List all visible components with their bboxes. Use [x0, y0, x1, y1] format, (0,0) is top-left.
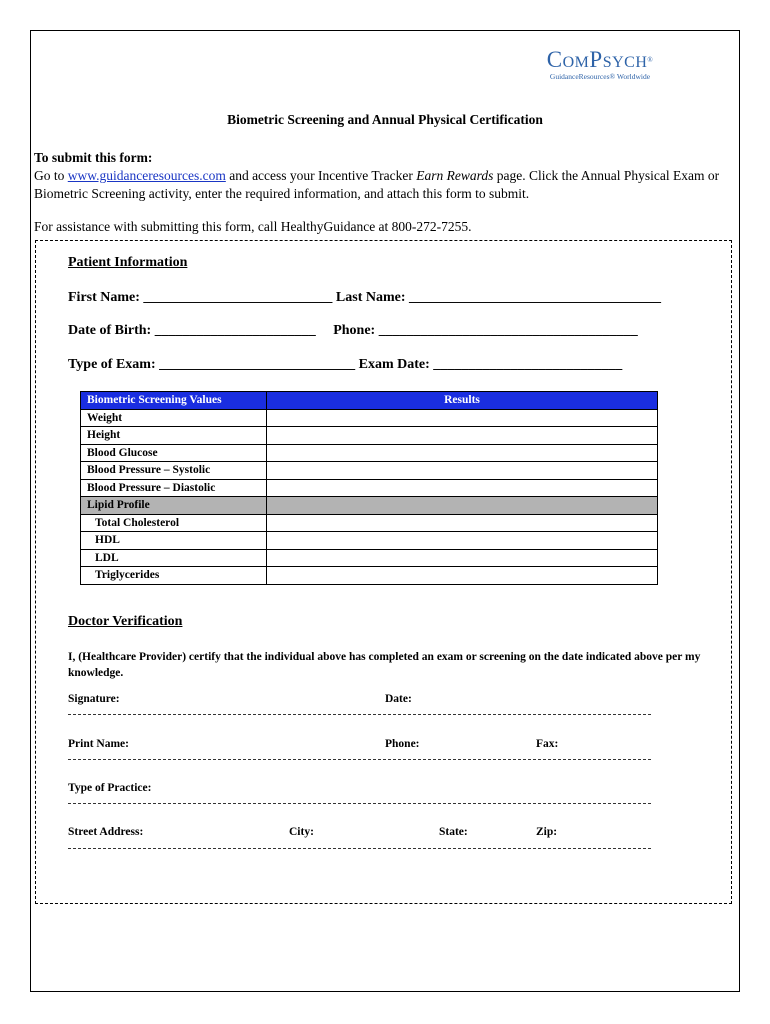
- print-name-label: Print Name:: [68, 738, 129, 750]
- guidance-link[interactable]: www.guidanceresources.com: [67, 168, 226, 183]
- state-label: State:: [439, 826, 468, 838]
- form-title: Biometric Screening and Annual Physical Certification: [227, 112, 543, 127]
- table-row: [81, 444, 658, 462]
- row-label: Blood Pressure – Systolic: [81, 462, 267, 480]
- table-row: [81, 462, 658, 480]
- row-label: Lipid Profile: [81, 497, 267, 515]
- fax-label: Fax:: [536, 738, 559, 750]
- patient-info-heading: Patient Information: [68, 255, 188, 270]
- assistance-text: For assistance with submitting this form, call HealthyGuidance at 800-272-7255.: [34, 219, 472, 234]
- compsych-logo: [520, 48, 680, 81]
- signature-label: Signature:: [68, 693, 120, 705]
- certification-statement: I, (Healthcare Provider) certify that the individual above has completed an exam or screening on the date indicated above per my knowledge.: [68, 651, 701, 679]
- result-cell[interactable]: [267, 444, 658, 462]
- result-cell[interactable]: [267, 549, 658, 567]
- row-label: Total Cholesterol: [81, 514, 267, 532]
- name-fields[interactable]: First Name: ___________________________ Last Name: ____________________________________: [68, 290, 662, 305]
- header-results: Results: [267, 392, 658, 410]
- logo-tagline: GuidanceResources® Worldwide: [549, 72, 651, 81]
- logo-wordmark: ComPsych®: [546, 47, 654, 72]
- row-label: Weight: [81, 409, 267, 427]
- exam-fields[interactable]: Type of Exam: ____________________________ Exam Date: ___________________________: [68, 357, 623, 372]
- signature-line[interactable]: [68, 714, 651, 715]
- row-label: LDL: [81, 549, 267, 567]
- street-label: Street Address:: [68, 826, 144, 838]
- lipid-profile-row: [81, 497, 658, 515]
- instructions-heading: To submit this form:: [34, 150, 153, 165]
- table-row: [81, 427, 658, 445]
- date-label: Date:: [385, 693, 412, 705]
- instructions: [34, 149, 724, 203]
- table-row: [81, 479, 658, 497]
- row-label: Blood Pressure – Diastolic: [81, 479, 267, 497]
- print-name-line[interactable]: [68, 759, 651, 760]
- row-label: Height: [81, 427, 267, 445]
- result-cell[interactable]: [267, 462, 658, 480]
- result-cell[interactable]: [267, 479, 658, 497]
- city-label: City:: [289, 826, 314, 838]
- practice-line[interactable]: [68, 803, 651, 804]
- zip-label: Zip:: [536, 826, 558, 838]
- row-label: Triglycerides: [81, 567, 267, 585]
- table-row: [81, 532, 658, 550]
- dob-phone-fields[interactable]: Date of Birth: _______________________ Phone: _____________________________________: [68, 323, 638, 338]
- row-label: Blood Glucose: [81, 444, 267, 462]
- result-cell[interactable]: [267, 409, 658, 427]
- row-label: HDL: [81, 532, 267, 550]
- earn-rewards-text: Earn Rewards: [416, 168, 494, 183]
- table-row: [81, 549, 658, 567]
- result-cell[interactable]: [267, 427, 658, 445]
- instructions-body: Go to www.guidanceresources.com and access your Incentive Tracker Earn Rewards page. Click the Annual Physical Exam or Biometric Screening activity, enter the required information, and attach this form to submit.: [34, 168, 720, 201]
- header-values: Biometric Screening Values: [81, 392, 267, 410]
- table-row: [81, 567, 658, 585]
- table-header: [81, 392, 658, 410]
- result-cell[interactable]: [267, 532, 658, 550]
- phone-label: Phone:: [385, 738, 420, 750]
- table-row: [81, 514, 658, 532]
- result-cell[interactable]: [267, 514, 658, 532]
- biometric-table: [80, 391, 658, 585]
- address-line[interactable]: [68, 848, 651, 849]
- result-cell[interactable]: [267, 567, 658, 585]
- practice-label: Type of Practice:: [68, 782, 152, 794]
- lipid-result-cell: [267, 497, 658, 515]
- table-row: [81, 409, 658, 427]
- doctor-verification-heading: Doctor Verification: [68, 614, 183, 629]
